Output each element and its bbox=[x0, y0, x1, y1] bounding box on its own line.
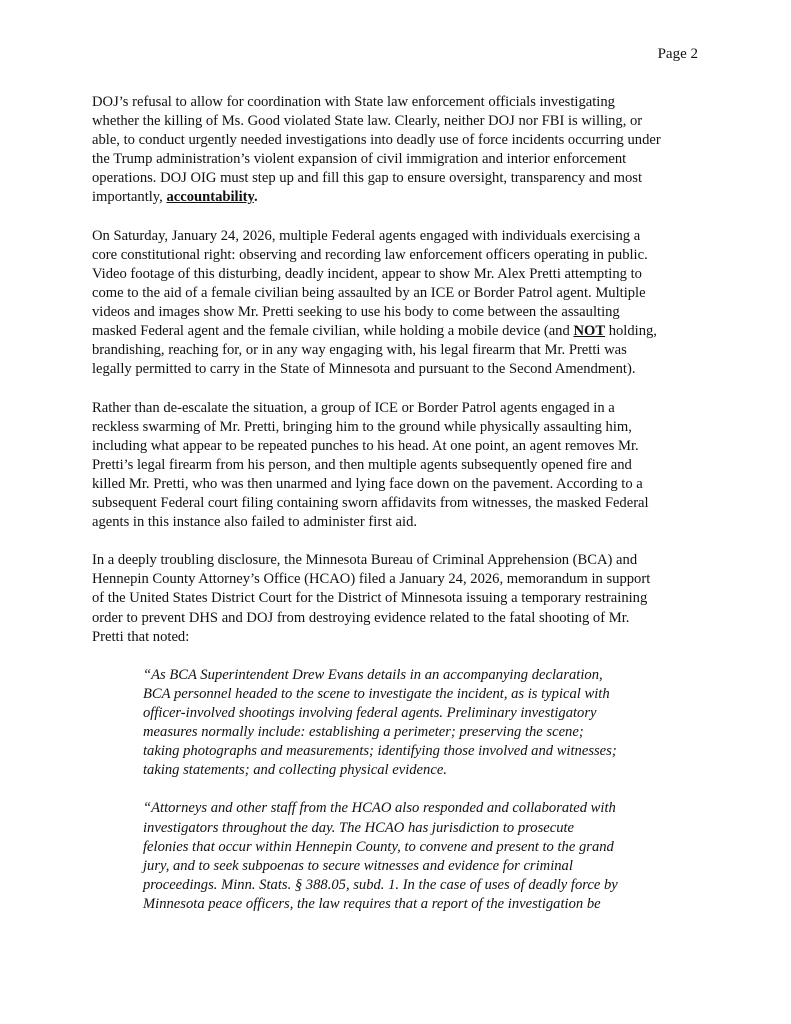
text-line: of the United States District Court for the District of Minnesota issuing a temporary restraining bbox=[92, 590, 648, 607]
emphasis-text: accountability bbox=[166, 189, 255, 206]
text-line: legally permitted to carry in the State of Minnesota and pursuant to the Second Amendment). bbox=[92, 361, 636, 378]
text-segment: importantly, bbox=[92, 189, 167, 206]
text-line: videos and images show Mr. Pretti seeking to use his body to come between the assaulting bbox=[92, 304, 620, 321]
text-line: the Trump administration’s violent expansion of civil immigration and interior enforcement bbox=[92, 151, 627, 168]
text-line: In a deeply troubling disclosure, the Minnesota Bureau of Criminal Apprehension (BCA) and bbox=[92, 552, 638, 569]
page-number: Page 2 bbox=[657, 46, 698, 62]
text-line: Pretti’s legal firearm from his person, and then multiple agents subsequently opened fire and bbox=[92, 456, 632, 473]
text-line: taking statements; and collecting physical evidence. bbox=[143, 762, 447, 779]
text-line: reckless swarming of Mr. Pretti, bringing him to the ground while physically assaulting him, bbox=[92, 418, 632, 435]
text-line: Minnesota peace officers, the law requires that a report of the investigation be bbox=[143, 895, 601, 912]
text-line: DOJ’s refusal to allow for coordination with State law enforcement officials investigating bbox=[92, 94, 615, 110]
text-line bbox=[92, 188, 661, 207]
text-line: killed Mr. Pretti, who was then unarmed and lying face down on the pavement. According to a bbox=[92, 475, 643, 492]
paragraph bbox=[92, 551, 661, 646]
text-line: brandishing, reaching for, or in any way engaging with, his legal firearm that Mr. Pretti was bbox=[92, 342, 627, 359]
text-line: Video footage of this disturbing, deadly incident, appear to show Mr. Alex Pretti attempting to bbox=[92, 265, 642, 282]
text-line: order to prevent DHS and DOJ from destroying evidence related to the fatal shooting of Mr. bbox=[92, 609, 630, 626]
text-line: agents in this instance also failed to administer first aid. bbox=[92, 514, 418, 531]
text-line: able, to conduct urgently needed investigations into deadly use of force incidents occurring under bbox=[92, 132, 661, 149]
text-line: subsequent Federal court filing containing sworn affidavits from witnesses, the masked Federal bbox=[92, 494, 649, 511]
text-line: whether the killing of Ms. Good violated State law. Clearly, neither DOJ nor FBI is willing, or bbox=[92, 113, 643, 130]
text-line: BCA personnel headed to the scene to investigate the incident, as is typical with bbox=[143, 685, 610, 702]
text-line: jury, and to seek subpoenas to secure witnesses and evidence for criminal bbox=[143, 857, 573, 874]
text-line: measures normally include: establishing a perimeter; preserving the scene; bbox=[143, 724, 584, 741]
text-line: operations. DOJ OIG must step up and fill this gap to ensure oversight, transparency and most bbox=[92, 170, 643, 187]
emphasis-text: NOT bbox=[573, 323, 606, 340]
text-line: proceedings. Minn. Stats. § 388.05, subd. 1. In the case of uses of deadly force by bbox=[143, 876, 618, 893]
text-line: come to the aid of a female civilian being assaulted by an ICE or Border Patrol agent. Multiple bbox=[92, 284, 646, 301]
text-line: officer-involved shootings involving federal agents. Preliminary investigatory bbox=[143, 705, 597, 721]
text-line: Hennepin County Attorney’s Office (HCAO) filed a January 24, 2026, memorandum in support bbox=[92, 571, 651, 588]
text-line: taking photographs and measurements; identifying those involved and witnesses; bbox=[143, 743, 617, 760]
text-line: On Saturday, January 24, 2026, multiple Federal agents engaged with individuals exercising a bbox=[92, 227, 641, 244]
paragraph bbox=[92, 399, 661, 533]
text-line bbox=[92, 322, 661, 341]
paragraph bbox=[92, 93, 661, 208]
text-segment: . bbox=[254, 189, 258, 206]
text-segment: masked Federal agent and the female civilian, while holding a mobile device (and bbox=[92, 323, 574, 340]
block-quote bbox=[143, 799, 661, 914]
text-line: investigators throughout the day. The HCAO has jurisdiction to prosecute bbox=[143, 819, 575, 836]
text-line: including what appear to be repeated punches to his head. At one point, an agent removes Mr. bbox=[92, 437, 639, 454]
text-segment: holding, bbox=[605, 323, 657, 340]
text-line: core constitutional right: observing and recording law enforcement officers operating in public. bbox=[92, 246, 648, 263]
text-line: “As BCA Superintendent Drew Evans details in an accompanying declaration, bbox=[143, 666, 603, 683]
text-line: Pretti that noted: bbox=[92, 628, 190, 645]
text-line: felonies that occur within Hennepin County, to convene and present to the grand bbox=[143, 838, 614, 855]
text-line: “Attorneys and other staff from the HCAO also responded and collaborated with bbox=[143, 800, 616, 817]
text-line: Rather than de-escalate the situation, a group of ICE or Border Patrol agents engaged in a bbox=[92, 399, 615, 416]
block-quote bbox=[143, 666, 661, 781]
paragraph bbox=[92, 227, 661, 380]
document-body bbox=[92, 93, 661, 933]
